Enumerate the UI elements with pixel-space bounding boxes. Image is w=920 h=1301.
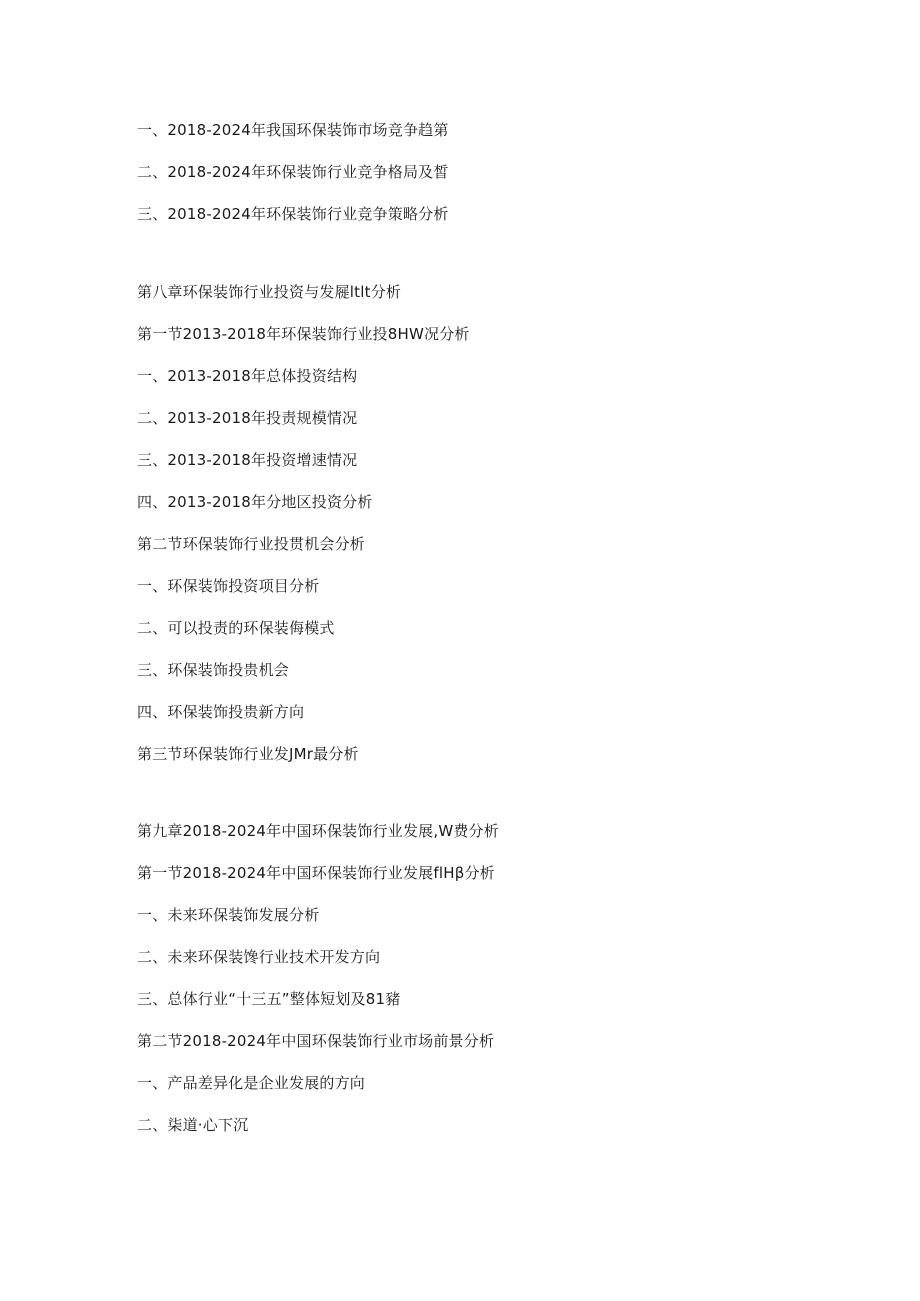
section-heading: 第二节2018-2024年中国环保装饰行业市场前景分析: [137, 1032, 495, 1050]
toc-entry: 四、环保装饰投贵新方向: [137, 703, 305, 721]
toc-entry: 二、柒道·心下沉: [137, 1116, 249, 1134]
chapter-heading: 第九章2018-2024年中国环保装饰行业发展,W费分析: [137, 822, 499, 840]
section-heading: 第三节环保装饰行业发JMr最分析: [137, 745, 359, 763]
toc-entry: 二、可以投责的环保装侮模式: [137, 619, 335, 637]
toc-entry: 二、2018-2024年环保装饰行业竞争格局及皙: [137, 163, 449, 181]
toc-entry: 三、2018-2024年环保装饰行业竞争策略分析: [137, 205, 449, 223]
toc-entry: 二、未来环保装馋行业技术开发方向: [137, 948, 381, 966]
chapter-heading: 第八章环保装饰行业投资与发屣ltlt分析: [137, 283, 402, 301]
toc-entry: 三、环保装饰投贵机会: [137, 661, 290, 679]
toc-entry: 三、2013-2018年投资增速情况: [137, 451, 358, 469]
toc-entry: 一、未来环保装饰发展分析: [137, 906, 320, 924]
toc-entry: 二、2013-2018年投责规模情况: [137, 409, 358, 427]
toc-entry: 一、产品差异化是企业发展的方向: [137, 1074, 366, 1092]
toc-entry: 四、2013-2018年分地区投资分析: [137, 493, 373, 511]
section-heading: 第一节2013-2018年环保装饰行业投8HW况分析: [137, 325, 470, 343]
section-heading: 第二节环保装饰行业投贯机会分析: [137, 535, 366, 553]
toc-entry: 三、总体行业“十三五”整体短划及81豬: [137, 990, 401, 1008]
toc-entry: 一、2013-2018年总体投资结构: [137, 367, 358, 385]
toc-entry: 一、环保装饰投资项目分析: [137, 577, 320, 595]
toc-entry: 一、2018-2024年我国环保装饰市场竞争趋第: [137, 121, 449, 139]
section-heading: 第一节2018-2024年中国环保装饰行业发展flHβ分析: [137, 864, 495, 882]
